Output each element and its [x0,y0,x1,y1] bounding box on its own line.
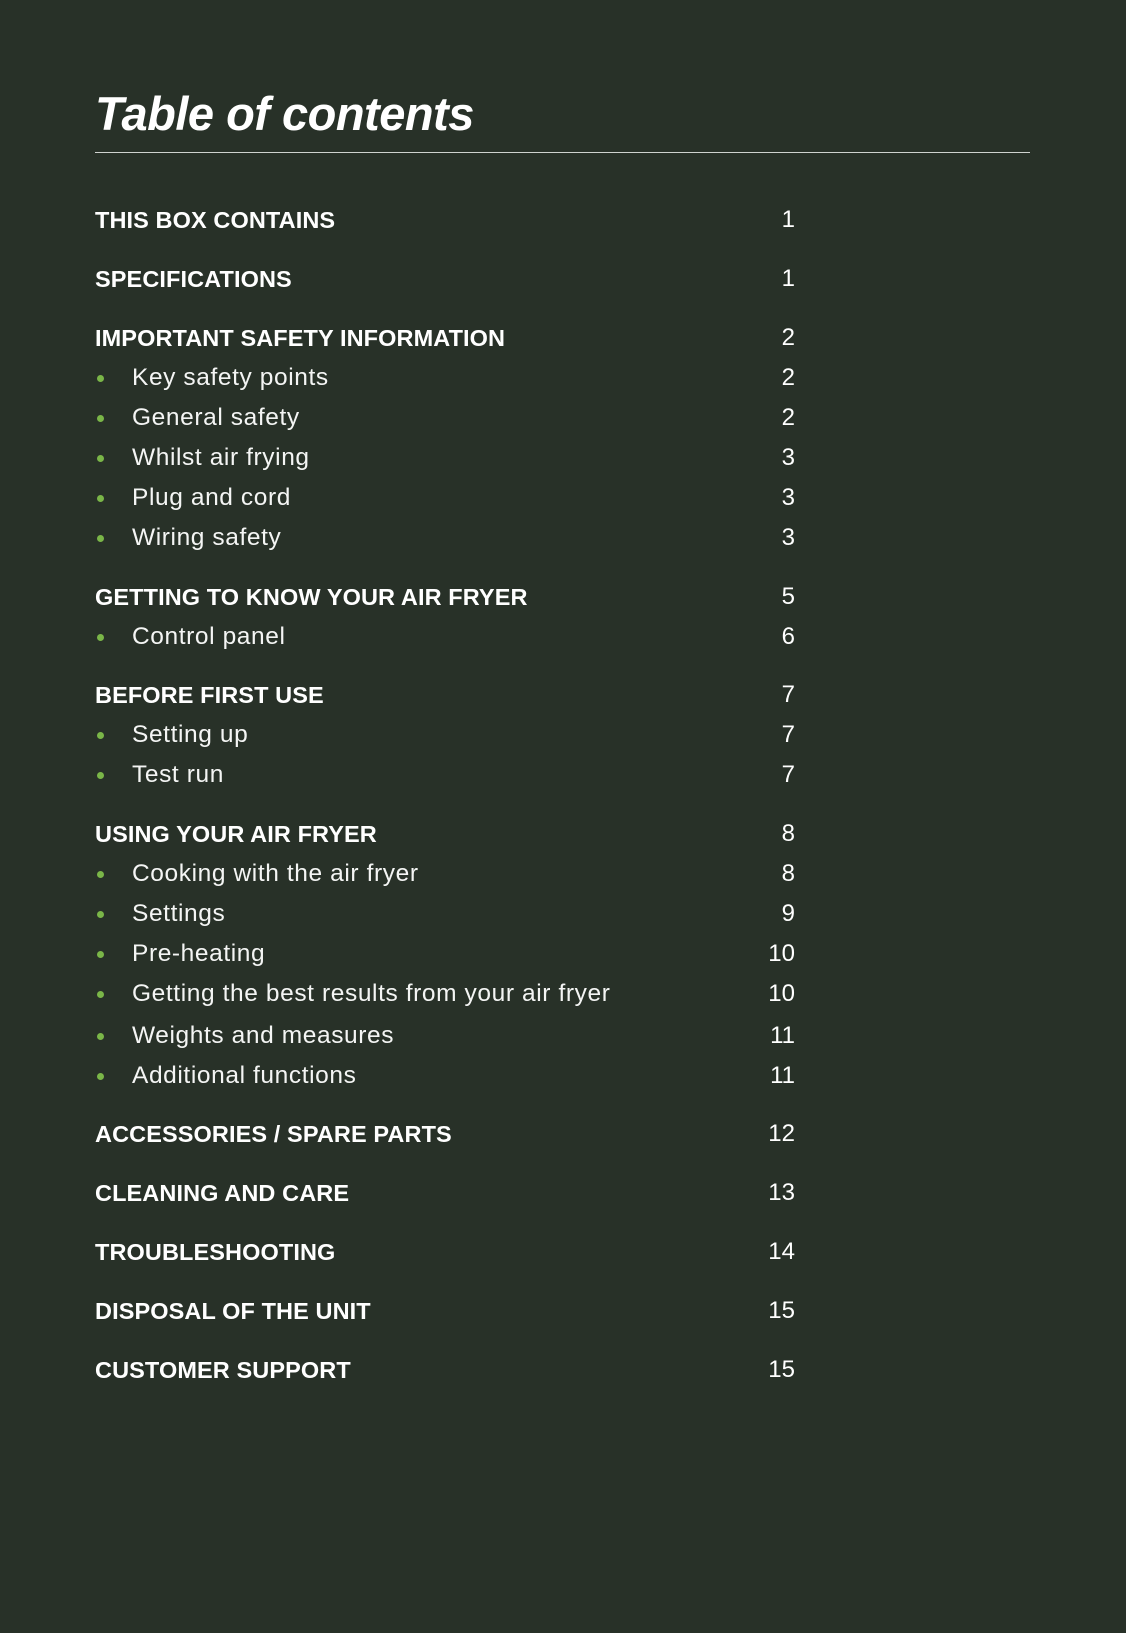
page-number: 15 [768,1297,795,1324]
toc-item-entry [95,718,795,752]
item-title: Cooking with the air fryer [132,860,419,887]
toc-section-entry [95,678,795,712]
page-number: 3 [781,524,795,551]
item-title: Weights and measures [132,1022,395,1049]
section-title: TROUBLESHOOTING [95,1239,336,1265]
section-title: GETTING TO KNOW YOUR AIR FRYER [95,584,528,610]
page-number: 6 [781,623,795,650]
bullet-icon [97,1033,104,1040]
section-title: THIS BOX CONTAINS [95,207,336,233]
page-number: 3 [781,444,795,471]
toc-item-entry [95,441,795,475]
bullet-icon [97,1073,104,1080]
item-title: Test run [132,761,224,788]
page-number: 3 [781,484,795,511]
item-title: Key safety points [132,364,329,391]
toc-section-entry [95,203,795,237]
page-number: 10 [768,940,795,967]
section-title: CUSTOMER SUPPORT [95,1357,351,1383]
page-number: 14 [768,1238,795,1265]
section-title: ACCESSORIES / SPARE PARTS [95,1121,452,1147]
toc-section-entry [95,817,795,851]
page-number: 7 [781,721,795,748]
bullet-icon [97,535,104,542]
toc-item-entry [95,977,795,1011]
toc-item-entry [95,758,795,792]
toc-item-entry [95,361,795,395]
bullet-icon [97,991,104,998]
bullet-icon [97,911,104,918]
section-title: IMPORTANT SAFETY INFORMATION [95,325,506,351]
toc-section-entry [95,321,795,355]
page-number: 7 [781,761,795,788]
toc-item-entry [95,481,795,515]
toc-item-entry [95,937,795,971]
toc-item-entry [95,1059,795,1093]
toc-item-entry [95,401,795,435]
bullet-icon [97,415,104,422]
page-number: 7 [781,681,795,708]
page-number: 1 [781,265,795,292]
item-title: Additional functions [132,1062,357,1089]
toc-section-entry [95,580,795,614]
section-title: CLEANING AND CARE [95,1180,350,1206]
bullet-icon [97,455,104,462]
item-title: Wiring safety [132,524,282,551]
toc-section-entry [95,262,795,296]
page-number: 5 [781,583,795,610]
page-number: 9 [781,900,795,927]
page-number: 13 [768,1179,795,1206]
page-number: 12 [768,1120,795,1147]
section-title: USING YOUR AIR FRYER [95,821,377,847]
bullet-icon [97,951,104,958]
toc-section-entry [95,1235,795,1269]
bullet-icon [97,495,104,502]
section-title: BEFORE FIRST USE [95,682,324,708]
item-title: General safety [132,404,300,431]
item-title: Getting the best results from your air fryer [132,980,611,1007]
page-number: 11 [770,1022,795,1049]
toc-item-entry [95,521,795,555]
toc-item-entry [95,620,795,654]
page-number: 1 [781,206,795,233]
bullet-icon [97,375,104,382]
page-number: 15 [768,1356,795,1383]
bullet-icon [97,634,104,641]
toc-section-entry [95,1117,795,1151]
toc-section-entry [95,1294,795,1328]
toc-section-entry [95,1353,795,1387]
item-title: Control panel [132,623,286,650]
page-number: 2 [781,324,795,351]
item-title: Whilst air frying [132,444,310,471]
toc-item-entry [95,897,795,931]
toc-item-entry [95,857,795,891]
page-number: 8 [781,860,795,887]
page-title: Table of contents [95,87,474,140]
toc-section-entry [95,1176,795,1210]
page-number: 10 [768,980,795,1007]
bullet-icon [97,871,104,878]
section-title: SPECIFICATIONS [95,266,292,292]
page-number: 2 [781,364,795,391]
item-title: Settings [132,900,226,927]
item-title: Plug and cord [132,484,291,511]
item-title: Setting up [132,721,249,748]
page-number: 11 [770,1062,795,1089]
toc-item-entry [95,1019,795,1053]
page-number: 2 [781,404,795,431]
item-title: Pre-heating [132,940,266,967]
bullet-icon [97,772,104,779]
section-title: DISPOSAL OF THE UNIT [95,1298,371,1324]
bullet-icon [97,732,104,739]
page-number: 8 [781,820,795,847]
